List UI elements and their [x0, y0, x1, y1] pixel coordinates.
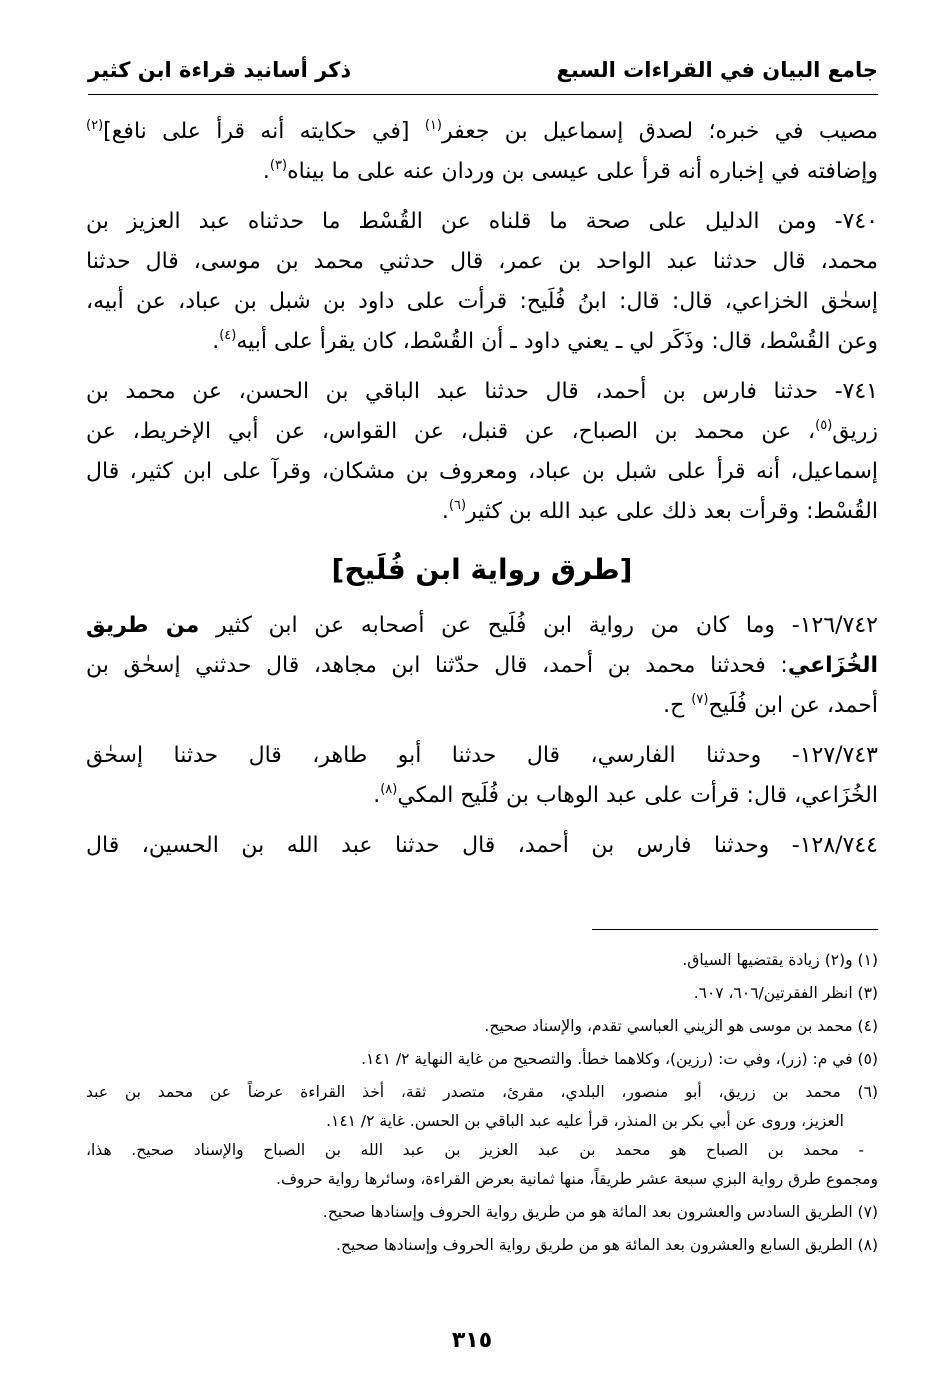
text-line [86, 152, 878, 192]
text-segment: وإضافته في إخباره أنه قرأ على عيسى بن وردان عنه على ما بيناه [287, 159, 878, 184]
text-line [86, 412, 878, 452]
footnote-line: (٦) محمد بن زريق، أبو منصور، البلدي، مقرئ، متصدر ثقة، أخذ القراءة عرضاً عن محمد بن عبد [86, 1083, 878, 1101]
chapter-title: ذكر أسانيد قراءة ابن كثير [88, 58, 352, 82]
footnote-line: (٧) الطريق السادس والعشرون بعد المائة هو من طريق رواية الحروف وإسنادها صحيح. [322, 1203, 878, 1221]
text-segment: . [212, 329, 220, 354]
footnote-5 [86, 1045, 878, 1074]
main-text [86, 112, 878, 876]
text-line: ١٢٧/٧٤٣- وحدثنا الفارسي، قال حدثنا أبو طاهر، قال حدثنا إسحٰق [86, 743, 878, 768]
footnote-line: (١) و(٢) زيادة يقتضيها السياق. [682, 951, 878, 969]
text-segment: . [441, 499, 449, 524]
text-segment: : فحدثنا محمد بن أحمد، قال حدّثنا ابن مجاهد، قال حدثني إسحٰق بن [86, 653, 788, 678]
footnote-line: (٣) انظر الفقرتين/٦٠٦، ٦٠٧. [693, 984, 878, 1002]
text-segment: زريق [832, 419, 878, 444]
bold-text: من طريق [86, 613, 200, 638]
text-line: إسحٰق الخزاعي، قال: قال: ابنُ فُلَيح: قرأت على داود بن شبل بن عباد، عن أبيه، [86, 289, 878, 314]
text-line [86, 322, 878, 362]
footnote-6 [86, 1078, 878, 1194]
book-title: جامع البيان في القراءات السبع [556, 58, 878, 82]
text-segment: . [373, 783, 381, 808]
footnote-line: العزيز، وروى عن أبي بكر بن المنذر، قرأ عليه عبد الباقي بن الحسن. غاية ٢/ ١٤١. [326, 1112, 844, 1130]
text-segment: ح. [663, 693, 692, 718]
header-rule [88, 94, 878, 95]
footnote-ref-7: (٧) [691, 692, 709, 707]
text-line [86, 492, 878, 532]
paragraph-743 [86, 736, 878, 816]
text-line: ١٢٨/٧٤٤- وحدثنا فارس بن أحمد، قال حدثنا عبد الله بن الحسين، قال [86, 833, 878, 858]
footnote-ref-5: (٥) [815, 418, 833, 433]
footnote-ref-1: (١) [424, 118, 442, 133]
text-segment: القُسْط: وقرأت بعد ذلك على عبد الله بن كثير [466, 499, 878, 524]
text-line [86, 606, 878, 646]
text-segment: مصيب في خبره؛ لصدق إسماعيل بن جعفر [441, 119, 878, 144]
text-line [86, 646, 878, 686]
footnotes [86, 946, 878, 1264]
text-line [86, 776, 878, 816]
footnote-line: - محمد بن الصباح هو محمد بن عبد العزيز بن عبد الله بن الصباح والإسناد صحيح. هذا، [86, 1141, 864, 1159]
paragraph-744 [86, 826, 878, 866]
footnote-separator [592, 929, 878, 930]
footnote-line: (٨) الطريق السابع والعشرون بعد المائة هو من طريق رواية الحروف وإسنادها صحيح. [336, 1236, 878, 1254]
footnote-line: (٤) محمد بن موسى هو الزيني العباسي تقدم، والإسناد صحيح. [484, 1017, 878, 1035]
text-line: ٧٤٠- ومن الدليل على صحة ما قلناه عن القُسْط ما حدثناه عبد العزيز بن [86, 209, 878, 234]
footnote-8 [86, 1231, 878, 1260]
paragraph-742 [86, 606, 878, 726]
paragraph-741 [86, 372, 878, 532]
text-segment: وعن القُسْط، قال: وذَكَر لي ـ يعني داود ـ أن القُسْط، كان يقرأ على أبيه [236, 329, 878, 354]
footnote-4 [86, 1012, 878, 1041]
footnote-ref-4: (٤) [219, 328, 237, 343]
footnote-ref-2: (٢) [86, 118, 104, 133]
paragraph-740 [86, 202, 878, 362]
footnote-ref-8: (٨) [380, 782, 398, 797]
footnote-7 [86, 1198, 878, 1227]
text-segment: [في حكايته أنه قرأ على نافع] [103, 119, 410, 144]
footnote-line: (٥) في م: (زر)، وفي ت: (رزين)، وكلاهما خطأ. والتصحيح من غاية النهاية ٢/ ١٤١. [361, 1050, 878, 1068]
footnote-1-2 [86, 946, 878, 975]
footnote-line: ومجموع طرق رواية البزي سبعة عشر طريقاً، منها ثمانية بعرض القراءة، وسائرها رواية حروف. [276, 1170, 878, 1188]
footnote-ref-3: (٣) [269, 158, 288, 173]
bold-text: الخُزَاعي [787, 653, 878, 678]
text-segment: ، عن محمد بن الصباح، عن قنبل، عن القواس، عن أبي الإخريط، عن [86, 419, 816, 444]
text-line: ٧٤١- حدثنا فارس بن أحمد، قال حدثنا عبد الباقي بن الحسن، عن محمد بن [86, 379, 878, 404]
text-segment: ١٢٦/٧٤٢- وما كان من رواية ابن فُلَيح عن أصحابه عن ابن كثير [215, 613, 878, 638]
text-segment: الخُزَاعي، قال: قرأت على عبد الوهاب بن فُلَيح المكي [397, 783, 878, 808]
text-segment: . [262, 159, 270, 184]
text-line: محمد، قال حدثنا عبد الواحد بن عمر، قال حدثني محمد بن موسى، قال حدثنا [86, 249, 878, 274]
running-header [88, 58, 878, 94]
text-line [86, 112, 878, 152]
footnote-ref-6: (٦) [448, 498, 467, 513]
text-line [86, 686, 878, 726]
text-line: إسماعيل، أنه قرأ على شبل بن عباد، ومعروف بن مشكان، وقرآ على ابن كثير، قال [86, 459, 878, 484]
text-segment: أحمد، عن ابن فُلَيح [708, 693, 878, 718]
section-heading: [طرق رواية ابن فُلَيح] [331, 553, 633, 586]
footnote-3 [86, 979, 878, 1008]
paragraph-1 [86, 112, 878, 192]
page-number: ٣١٥ [451, 1328, 493, 1353]
